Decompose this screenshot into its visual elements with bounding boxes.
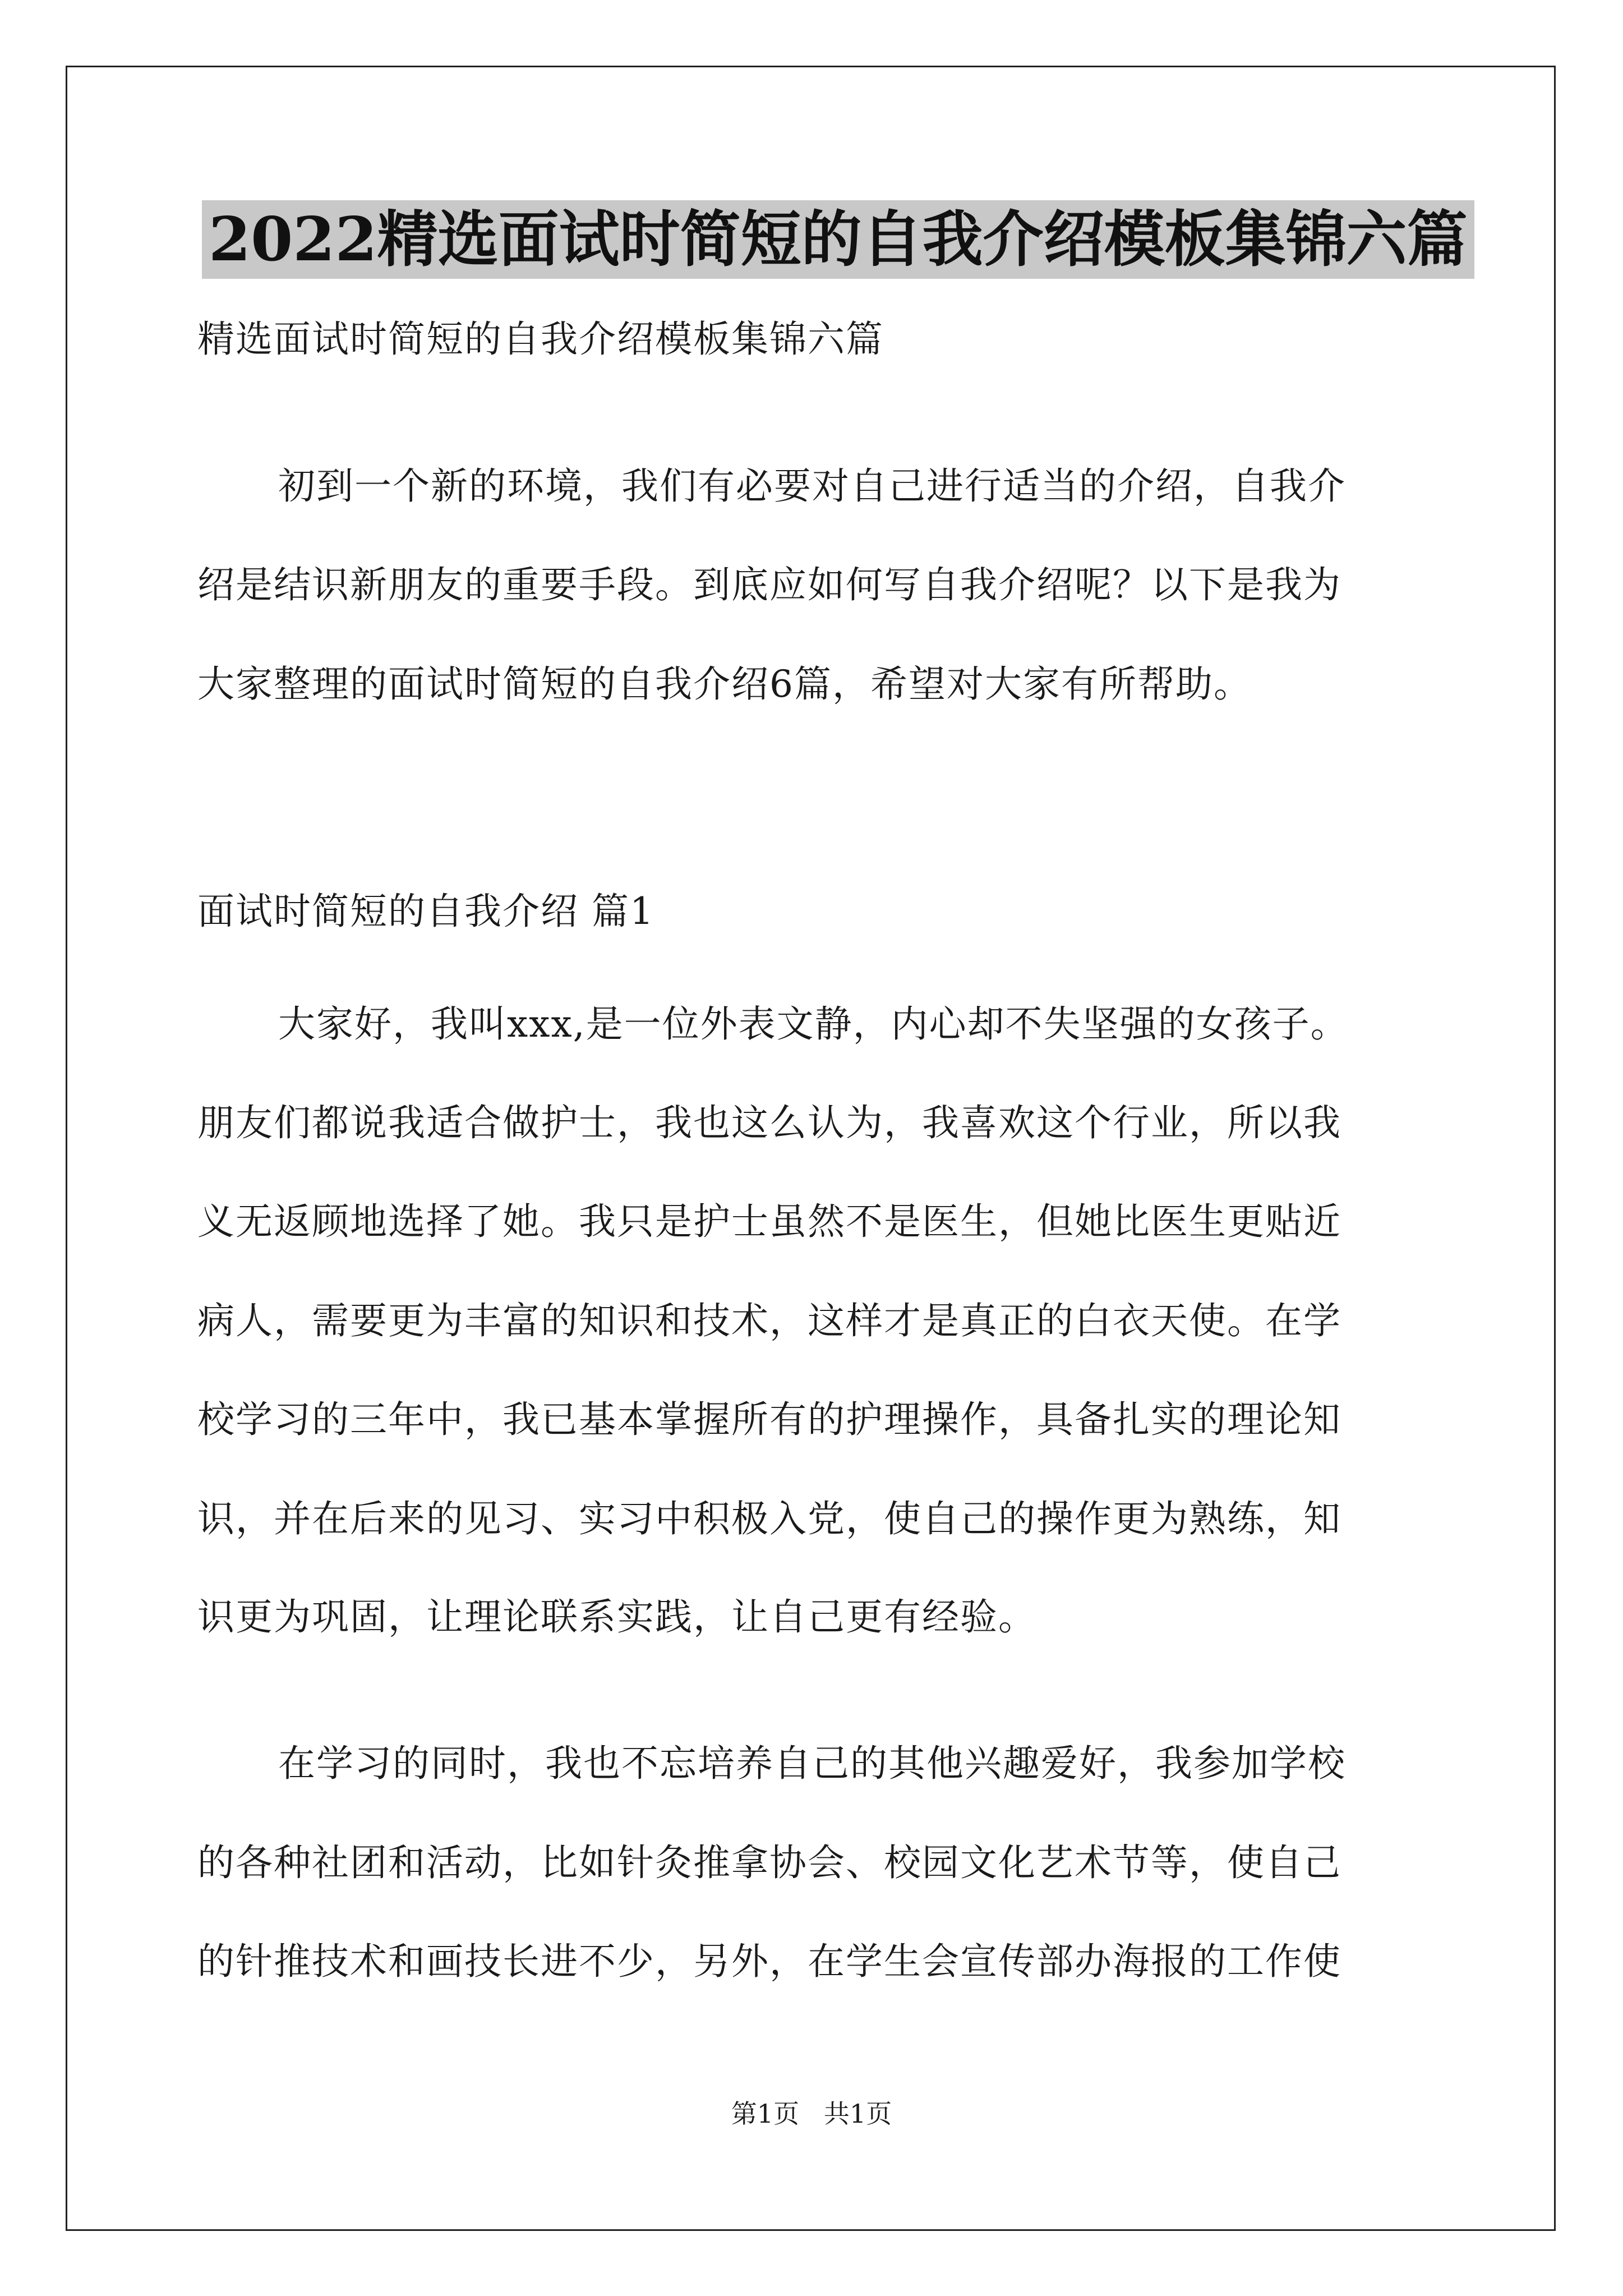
page-number-footer: 第1页 共1页 — [731, 2099, 892, 2129]
paragraph-line: 识，并在后来的见习、实习中积极入党，使自己的操作更为熟练，知 — [197, 1497, 1341, 1540]
intro-line: 大家整理的面试时简短的自我介绍6篇，希望对大家有所帮助。 — [197, 662, 1252, 706]
document-title: 2022精选面试时简短的自我介绍模板集锦六篇 — [202, 200, 1474, 279]
section-heading: 面试时简短的自我介绍 篇1 — [197, 890, 654, 933]
paragraph-line: 朋友们都说我适合做护士，我也这么认为，我喜欢这个行业，所以我 — [197, 1101, 1341, 1144]
paragraph-line: 大家好，我叫xxx,是一位外表文静，内心却不失坚强的女孩子。 — [278, 1002, 1349, 1046]
intro-line: 初到一个新的环境，我们有必要对自己进行适当的介绍，自我介 — [278, 464, 1346, 508]
paragraph-line: 的针推技术和画技长进不少，另外，在学生会宣传部办海报的工作使 — [197, 1940, 1341, 1983]
paragraph-line: 的各种社团和活动，比如针灸推拿协会、校园文化艺术节等，使自己 — [197, 1841, 1341, 1884]
document-subtitle: 精选面试时简短的自我介绍模板集锦六篇 — [197, 318, 884, 361]
paragraph-line: 在学习的同时，我也不忘培养自己的其他兴趣爱好，我参加学校 — [278, 1742, 1346, 1785]
paragraph-line: 病人，需要更为丰富的知识和技术，这样才是真正的白衣天使。在学 — [197, 1299, 1341, 1342]
paragraph-line: 校学习的三年中，我已基本掌握所有的护理操作，具备扎实的理论知 — [197, 1398, 1341, 1441]
paragraph-line: 识更为巩固，让理论联系实践，让自己更有经验。 — [197, 1595, 1036, 1639]
intro-line: 绍是结识新朋友的重要手段。到底应如何写自我介绍呢？以下是我为 — [197, 563, 1341, 606]
page-border — [66, 66, 1556, 2231]
paragraph-line: 义无返顾地选择了她。我只是护士虽然不是医生，但她比医生更贴近 — [197, 1200, 1341, 1243]
